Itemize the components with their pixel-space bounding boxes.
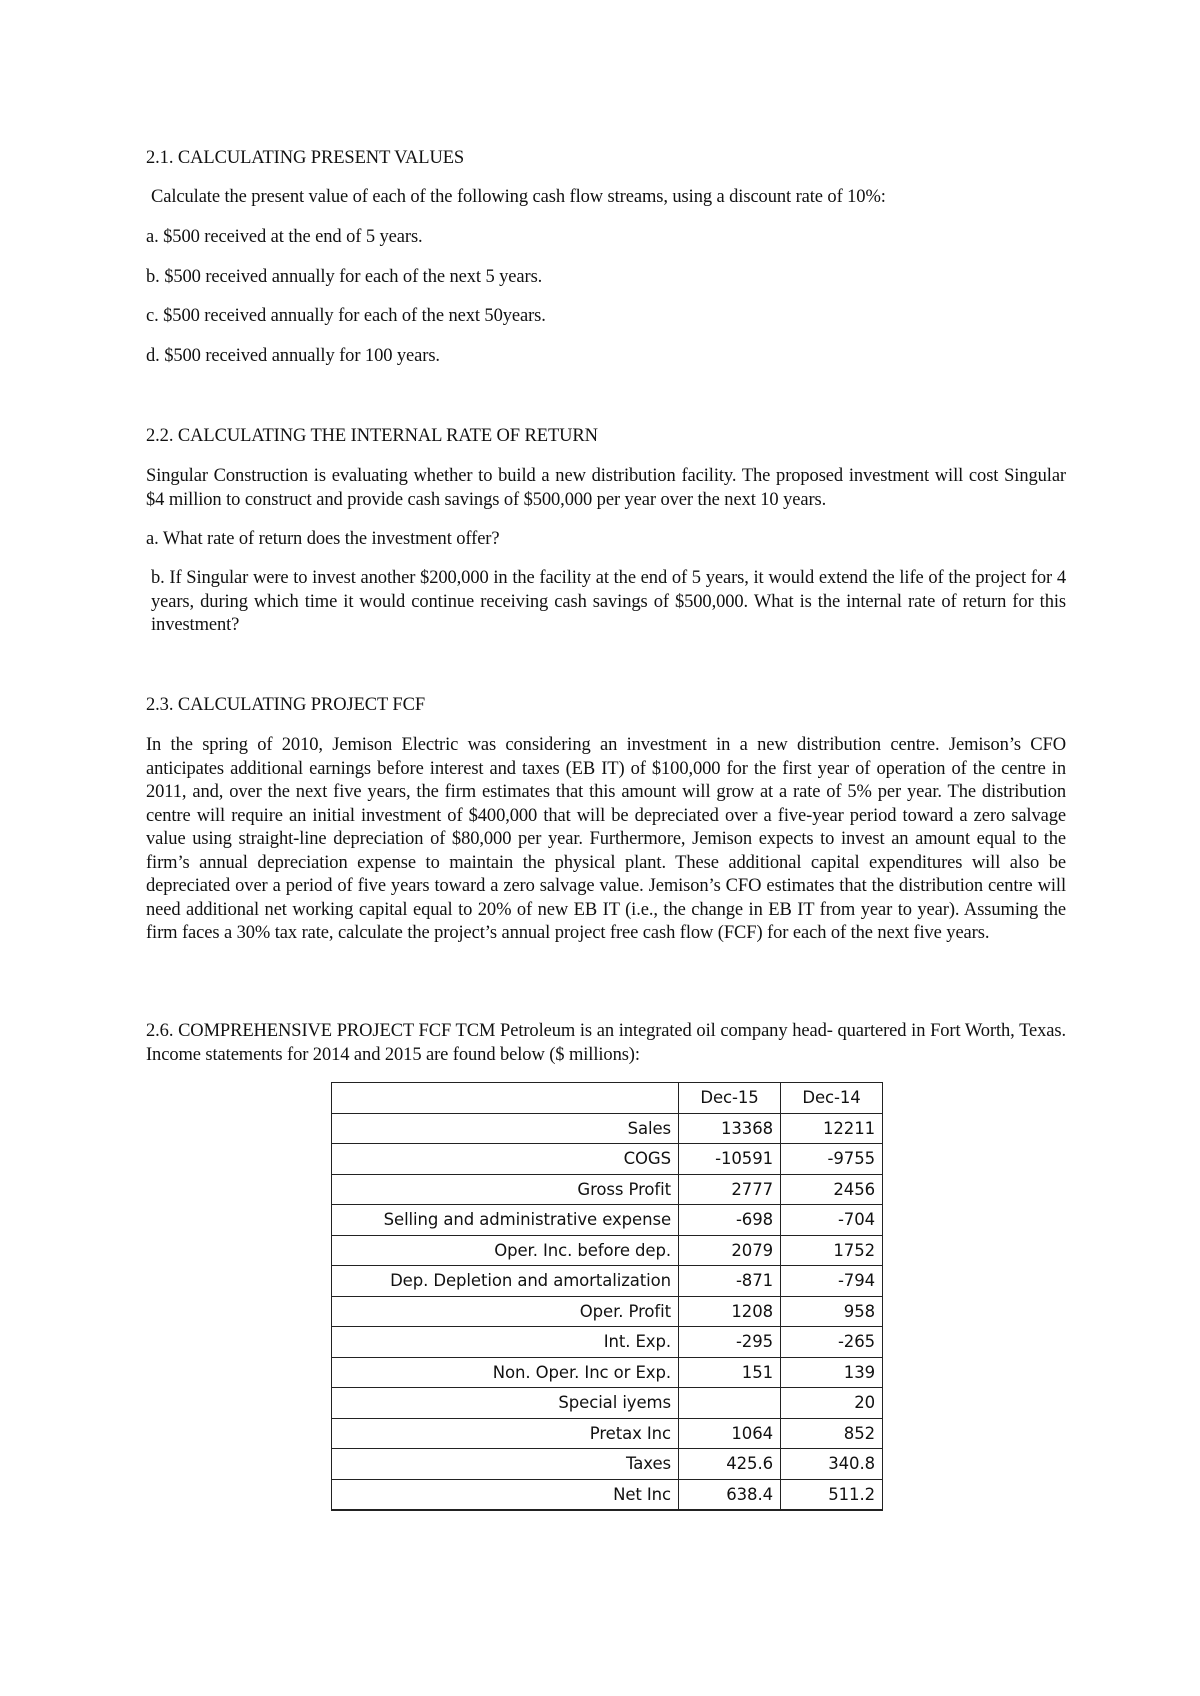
section-2-2-item-b: b. If Singular were to invest another $200,000 in the facility at the end of 5 years, it would extend the life of the project for 4 years, during which time it would continue receiving cash savings of $500,000. What is the internal rate of return for this investment? [151,568,1066,635]
row-value-dec-14: 20 [781,1388,883,1419]
row-value-dec-14: 511.2 [781,1479,883,1510]
section-2-1-title: 2.1. CALCULATING PRESENT VALUES [146,148,465,168]
table-row [332,1418,883,1449]
row-value-dec-15: 2777 [679,1174,781,1205]
table-row [332,1357,883,1388]
row-label: Oper. Inc. before dep. [332,1235,679,1266]
row-value-dec-14: -9755 [781,1144,883,1175]
row-value-dec-15: -295 [679,1327,781,1358]
row-value-dec-14: 12211 [781,1113,883,1144]
table-header-row [332,1083,883,1114]
row-value-dec-14: -265 [781,1327,883,1358]
section-2-1-item-b: b. $500 received annually for each of the next 5 years. [146,267,543,287]
table-row [332,1113,883,1144]
section-2-1-intro: Calculate the present value of each of the following cash flow streams, using a discount rate of 10%: [151,187,886,207]
row-value-dec-15: -698 [679,1205,781,1236]
section-2-1-item-d: d. $500 received annually for 100 years. [146,346,440,366]
row-label: Gross Profit [332,1174,679,1205]
row-value-dec-15: 151 [679,1357,781,1388]
row-label: Int. Exp. [332,1327,679,1358]
table-row [332,1388,883,1419]
row-value-dec-14: 139 [781,1357,883,1388]
section-2-1-item-c: c. $500 received annually for each of the next 50years. [146,306,546,326]
row-value-dec-15: 13368 [679,1113,781,1144]
row-value-dec-14: -704 [781,1205,883,1236]
row-label: Oper. Profit [332,1296,679,1327]
table-row [332,1479,883,1510]
table-row [332,1449,883,1480]
table-row [332,1296,883,1327]
row-value-dec-14: 340.8 [781,1449,883,1480]
table-row [332,1144,883,1175]
header-dec-14: Dec-14 [781,1083,883,1114]
section-2-2-title: 2.2. CALCULATING THE INTERNAL RATE OF RETURN [146,426,598,446]
row-label: Non. Oper. Inc or Exp. [332,1357,679,1388]
row-label: Special iyems [332,1388,679,1419]
row-value-dec-15: 425.6 [679,1449,781,1480]
row-value-dec-14: 2456 [781,1174,883,1205]
section-2-2-item-a: a. What rate of return does the investment offer? [146,529,500,549]
row-value-dec-15: 1208 [679,1296,781,1327]
section-2-1-item-a: a. $500 received at the end of 5 years. [146,227,423,247]
row-value-dec-15: -10591 [679,1144,781,1175]
row-value-dec-14: 958 [781,1296,883,1327]
income-statement-table [331,1082,883,1511]
row-label: Selling and administrative expense [332,1205,679,1236]
row-value-dec-15: 638.4 [679,1479,781,1510]
row-label: COGS [332,1144,679,1175]
row-value-dec-14: 852 [781,1418,883,1449]
section-2-3-title: 2.3. CALCULATING PROJECT FCF [146,695,426,715]
header-dec-15: Dec-15 [679,1083,781,1114]
table-row [332,1235,883,1266]
table-row [332,1174,883,1205]
row-label: Taxes [332,1449,679,1480]
row-label: Pretax Inc [332,1418,679,1449]
row-value-dec-15 [679,1388,781,1419]
row-label: Net Inc [332,1479,679,1510]
table-row [332,1327,883,1358]
table-row [332,1266,883,1297]
row-label: Dep. Depletion and amortalization [332,1266,679,1297]
row-value-dec-15: -871 [679,1266,781,1297]
row-value-dec-14: -794 [781,1266,883,1297]
row-label: Sales [332,1113,679,1144]
section-2-2-intro: Singular Construction is evaluating whether to build a new distribution facility. The proposed investment will cost Singular $4 million to construct and provide cash savings of $500,000 per year over the next 10 years. [146,466,1066,510]
row-value-dec-15: 1064 [679,1418,781,1449]
header-label-cell [332,1083,679,1114]
row-value-dec-15: 2079 [679,1235,781,1266]
section-2-3-body: In the spring of 2010, Jemison Electric was considering an investment in a new distribution centre. Jemison’s CFO anticipates additional earnings before interest and taxes (EB IT) of $100,000 for the first year of operation of the centre in 2011, and, over the next five years, the firm estimates that this amount will grow at a rate of 5% per year. The distribution centre will require an initial investment of $400,000 that will be depreciated over a five-year period toward a zero salvage value using straight-line depreciation of $80,000 per year. Furthermore, Jemison expects to invest an amount equal to the firm’s annual depreciation expense to maintain the physical plant. These additional capital expenditures will also be depreciated over a period of five years toward a zero salvage value. Jemison’s CFO estimates that the distribution centre will need additional net working capital equal to 20% of new EB IT (i.e., the change in EB IT from year to year). Assuming the firm faces a 30% tax rate, calculate the project’s annual project free cash flow (FCF) for each of the next five years. [146,735,1066,943]
section-2-6-body: 2.6. COMPREHENSIVE PROJECT FCF TCM Petroleum is an integrated oil company head- quartered in Fort Worth, Texas. Income statements for 2014 and 2015 are found below ($ millions): [146,1021,1066,1065]
row-value-dec-14: 1752 [781,1235,883,1266]
table-row [332,1205,883,1236]
